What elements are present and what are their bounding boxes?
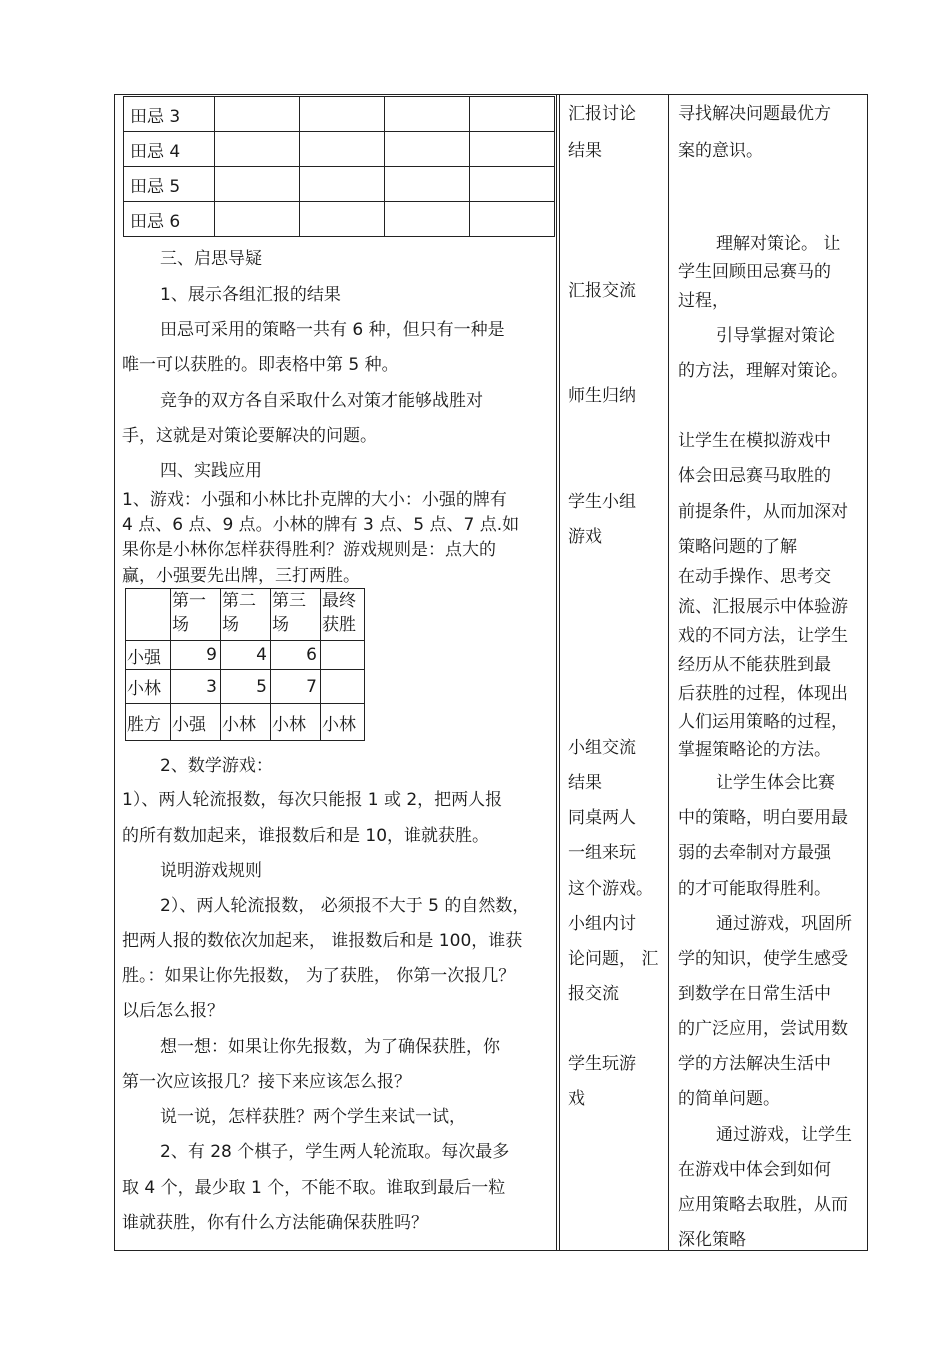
student-activity-text: 同桌两人 [568,808,636,828]
design-intent-text: 的简单问题。 [678,1089,780,1109]
frame-top-line [114,94,868,95]
table-cell [215,97,300,132]
table-cell [215,167,300,202]
table-cell [321,641,365,670]
design-intent-text: 体会田忌赛马取胜的 [678,466,831,486]
table-cell: 小强 [171,704,221,741]
table-cell [385,132,470,167]
paragraph-line: 想一想：如果让你先报数，为了确保获胜，你 [160,1037,500,1057]
table-row [124,202,555,237]
student-activity-text: 结果 [568,773,602,793]
paragraph-line: 说一说，怎样获胜？两个学生来试一试， [160,1107,466,1127]
table-cell: 小林 [321,704,365,741]
paragraph-line: 的所有数加起来，谁报数后和是 10，谁就获胜。 [122,826,490,846]
table-cell [300,132,385,167]
header-cell [271,589,321,641]
design-intent-text: 的广泛应用，尝试用数 [678,1019,848,1039]
table-header-row [126,589,365,641]
table-cell: 4 [221,641,271,670]
header-cell [321,589,365,641]
header-text: 场 [272,615,289,635]
table-cell: 小林 [221,704,271,741]
paragraph-line: 说明游戏规则 [160,861,262,881]
table-row [126,641,365,670]
paragraph-line: 以后怎么报？ [122,1001,224,1021]
paragraph-line: 唯一可以获胜的。即表格中第 5 种。 [122,355,399,375]
design-intent-text: 弱的去牵制对方最强 [678,843,831,863]
table-cell [321,670,365,704]
design-intent-text: 应用策略去取胜，从而 [678,1195,848,1215]
design-intent-text: 引导掌握对策论 [716,326,835,346]
row-label: 小林 [126,670,171,704]
table-cell [385,202,470,237]
table-cell: 5 [221,670,271,704]
student-activity-text: 结果 [568,141,602,161]
design-intent-text: 寻找解决问题最优方 [678,104,831,124]
table-cell [470,132,555,167]
table-cell [215,202,300,237]
section-heading: 三、启思导疑 [160,249,262,269]
table-cell: 6 [271,641,321,670]
design-intent-text: 通过游戏，巩固所 [716,914,852,934]
table-cell [385,167,470,202]
student-activity-text: 这个游戏。 [568,879,653,899]
header-cell [221,589,271,641]
header-text: 第二 [222,591,256,611]
table-cell: 7 [271,670,321,704]
design-intent-text: 学的方法解决生活中 [678,1054,831,1074]
student-activity-text: 汇报交流 [568,281,636,301]
table-row [124,132,555,167]
header-text: 最终 [322,591,356,611]
student-activity-text: 学生玩游 [568,1054,636,1074]
design-intent-text: 流、汇报展示中体验游 [678,597,848,617]
design-intent-text: 掌握策略论的方法。 [678,740,831,760]
table-row [124,97,555,132]
student-activity-text: 师生归纳 [568,386,636,406]
design-intent-text: 在动手操作、思考交 [678,567,831,587]
student-activity-text: 报交流 [568,984,619,1004]
design-intent-text: 在游戏中体会到如何 [678,1160,831,1180]
design-intent-text: 让学生在模拟游戏中 [678,431,831,451]
design-intent-text: 理解对策论。 让 [716,234,841,254]
student-activity-text: 汇报讨论 [568,104,636,124]
design-intent-text: 学生回顾田忌赛马的 [678,262,831,282]
header-text: 场 [172,615,189,635]
row-label: 田忌 3 [124,97,215,132]
paragraph-line: 把两人报的数依次加起来， 谁报数后和是 100，谁获 [122,931,523,951]
paragraph-line: 果你是小林你怎样获得胜利？游戏规则是：点大的 [122,540,496,560]
table-cell [300,167,385,202]
table-cell [470,167,555,202]
paragraph-line: 赢，小强要先出牌，三打两胜。 [122,566,360,586]
table-cell: 小林 [271,704,321,741]
paragraph-line: 1、展示各组汇报的结果 [160,285,341,305]
table-cell: 3 [171,670,221,704]
design-intent-text: 经历从不能获胜到最 [678,655,831,675]
design-intent-text: 前提条件，从而加深对 [678,502,848,522]
design-intent-text: 到数学在日常生活中 [678,984,831,1004]
table-cell [385,97,470,132]
paragraph-line: 2、数学游戏： [160,756,273,776]
design-intent-text: 学的知识，使学生感受 [678,949,848,969]
table-cell [470,97,555,132]
row-label: 小强 [126,641,171,670]
student-activity-text: 学生小组 [568,492,636,512]
design-intent-text: 的方法，理解对策论。 [678,361,848,381]
paragraph-line: 1、游戏：小强和小林比扑克牌的大小：小强的牌有 [122,490,507,510]
design-intent-text: 人们运用策略的过程， [678,712,848,732]
table-row [126,670,365,704]
design-intent-text: 中的策略，明白要用最 [678,808,848,828]
section-heading: 四、实践应用 [160,461,262,481]
design-intent-text: 策略问题的了解 [678,537,797,557]
tian-ji-strategy-table [123,96,555,237]
design-intent-text: 让学生体会比赛 [716,773,835,793]
student-activity-text: 游戏 [568,527,602,547]
design-intent-text: 戏的不同方法，让学生 [678,626,848,646]
paragraph-line: 取 4 个，最少取 1 个，不能不取。谁取到最后一粒 [122,1178,506,1198]
design-intent-text: 的才可能取得胜利。 [678,879,831,899]
table-cell: 9 [171,641,221,670]
col-divider-2 [668,94,669,1251]
design-intent-text: 案的意识。 [678,141,763,161]
header-cell [171,589,221,641]
paragraph-line: 胜。：如果让你先报数， 为了获胜， 你第一次报几？ [122,966,516,986]
card-game-table [125,588,365,741]
table-cell [300,202,385,237]
table-cell [215,132,300,167]
table-row [124,167,555,202]
paragraph-line: 2、有 28 个棋子，学生两人轮流取。每次最多 [160,1142,510,1162]
table-cell [300,97,385,132]
student-activity-text: 小组交流 [568,738,636,758]
header-text: 场 [222,615,239,635]
frame-bottom-line [114,1250,868,1251]
design-intent-text: 过程， [678,291,729,311]
col-divider-1b [559,94,560,1251]
row-label: 田忌 5 [124,167,215,202]
header-text: 获胜 [322,615,356,635]
student-activity-text: 一组来玩 [568,843,636,863]
paragraph-line: 竞争的双方各自采取什么对策才能够战胜对 [160,391,483,411]
design-intent-text: 后获胜的过程，体现出 [678,684,848,704]
table-row [126,704,365,741]
paragraph-line: 谁就获胜，你有什么方法能确保获胜吗？ [122,1213,428,1233]
header-text: 第一 [172,591,206,611]
frame-right-line [867,94,868,1251]
col-divider-1a [556,94,557,1251]
student-activity-text: 论问题， 汇 [568,949,659,969]
header-cell [126,589,171,641]
frame-left-line [114,94,115,1251]
paragraph-line: 4 点、6 点、9 点。小林的牌有 3 点、5 点、7 点.如 [122,515,520,535]
student-activity-text: 戏 [568,1089,585,1109]
paragraph-line: 田忌可采用的策略一共有 6 种，但只有一种是 [160,320,505,340]
row-label: 田忌 6 [124,202,215,237]
paragraph-line: 2）、两人轮流报数， 必须报不大于 5 的自然数， [160,896,530,916]
paragraph-line: 第一次应该报几？接下来应该怎么报？ [122,1072,411,1092]
header-text: 第三 [272,591,306,611]
row-label: 胜方 [126,704,171,741]
design-intent-text: 深化策略 [678,1230,746,1250]
paragraph-line: 1）、两人轮流报数，每次只能报 1 或 2，把两人报 [122,790,503,810]
student-activity-text: 小组内讨 [568,914,636,934]
row-label: 田忌 4 [124,132,215,167]
table-cell [470,202,555,237]
paragraph-line: 手，这就是对策论要解决的问题。 [122,426,377,446]
design-intent-text: 通过游戏，让学生 [716,1125,852,1145]
